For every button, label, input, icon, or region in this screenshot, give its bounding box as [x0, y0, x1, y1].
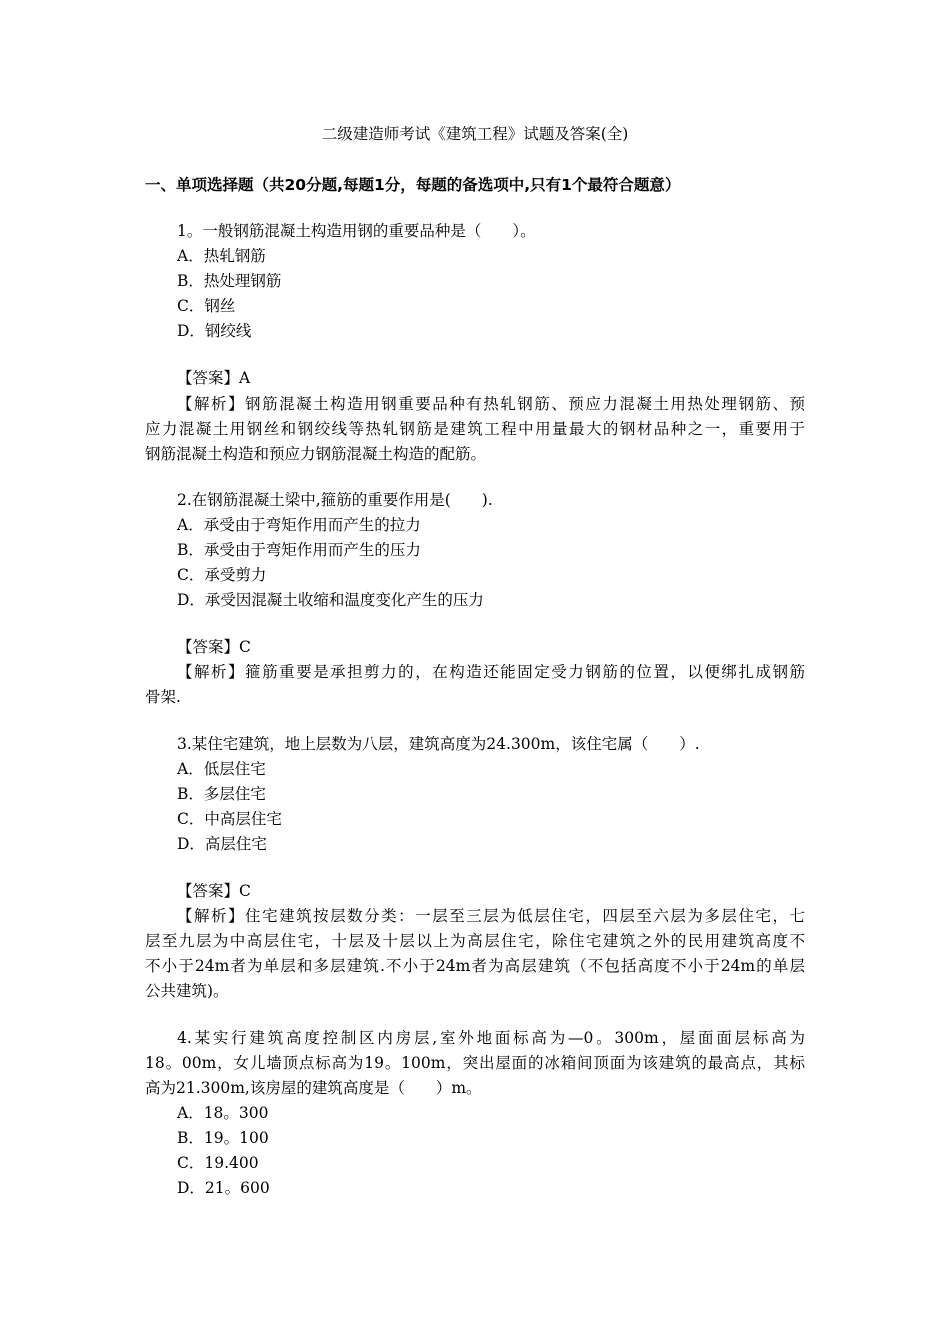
- question-3-option-d: D．高层住宅: [177, 835, 267, 853]
- question-1-option-c: C．钢丝: [177, 297, 236, 315]
- document-title: 二级建造师考试《建筑工程》试题及答案(全): [321, 125, 629, 143]
- question-2-option-d: D．承受因混凝土收缩和温度变化产生的压力: [177, 591, 484, 609]
- question-4-option-a: A．18。300: [177, 1104, 269, 1122]
- question-1-option-b: B．热处理钢筋: [177, 272, 282, 290]
- question-2-stem: 2.在钢筋混凝土梁中,箍筋的重要作用是( ).: [177, 491, 493, 509]
- question-3-answer: 【答案】C: [177, 882, 251, 900]
- question-1-analysis-line: 钢筋混凝土构造和预应力钢筋混凝土构造的配筋。: [145, 445, 487, 463]
- question-3-stem: 3.某住宅建筑，地上层数为八层，建筑高度为24.300m，该住宅属（ ）.: [177, 735, 700, 753]
- question-1-stem: 1。一般钢筋混凝土构造用钢的重要品种是（ ）。: [177, 222, 536, 240]
- question-3-analysis-line: 层至九层为中高层住宅，十层及十层以上为高层住宅，除住宅建筑之外的民用建筑高度不: [145, 932, 805, 950]
- question-3-analysis-line: 公共建筑)。: [145, 982, 229, 1000]
- question-2-option-c: C．承受剪力: [177, 566, 267, 584]
- question-4-option-d: D．21。600: [177, 1179, 270, 1197]
- question-1-analysis-line: 应力混凝土用钢丝和钢绞线等热轧钢筋是建筑工程中用量最大的钢材品种之一，重要用于: [145, 420, 805, 438]
- question-2-answer: 【答案】C: [177, 638, 251, 656]
- question-4-option-c: C．19.400: [177, 1154, 259, 1172]
- question-3-option-a: A．低层住宅: [177, 760, 266, 778]
- question-4-stem-line: 高为21.300m,该房屋的建筑高度是（ ）m。: [145, 1079, 482, 1097]
- question-4-stem-line: 18。00m，女儿墙顶点标高为19。100m，突出屋面的冰箱间顶面为该建筑的最高点，其标: [145, 1054, 805, 1072]
- question-3-option-b: B．多层住宅: [177, 785, 266, 803]
- question-3-analysis-line: 不小于24m者为单层和多层建筑.不小于24m者为高层建筑（不包括高度不小于24m的单层: [145, 957, 805, 975]
- question-1-answer: 【答案】A: [177, 369, 251, 387]
- section-heading: 一、单项选择题（共20分题,每题1分，每题的备选项中,只有1个最符合题意）: [145, 176, 681, 194]
- question-2-analysis-line: 骨架.: [145, 688, 181, 706]
- question-3-option-c: C．中高层住宅: [177, 810, 282, 828]
- question-4-stem-line: 4.某实行建筑高度控制区内房层,室外地面标高为—0。300m，屋面面层标高为: [177, 1029, 805, 1047]
- question-2-option-b: B．承受由于弯矩作用而产生的压力: [177, 541, 421, 559]
- question-1-option-d: D．钢绞线: [177, 322, 252, 340]
- question-1-option-a: A．热轧钢筋: [177, 247, 266, 265]
- question-2-analysis-line: 【解析】箍筋重要是承担剪力的，在构造还能固定受力钢筋的位置，以便绑扎成钢筋: [177, 663, 805, 681]
- question-2-option-a: A．承受由于弯矩作用而产生的拉力: [177, 516, 421, 534]
- question-4-option-b: B．19。100: [177, 1129, 269, 1147]
- question-3-analysis-line: 【解析】住宅建筑按层数分类：一层至三层为低层住宅，四层至六层为多层住宅，七: [177, 907, 805, 925]
- question-1-analysis-line: 【解析】钢筋混凝土构造用钢重要品种有热轧钢筋、预应力混凝土用热处理钢筋、预: [177, 395, 805, 413]
